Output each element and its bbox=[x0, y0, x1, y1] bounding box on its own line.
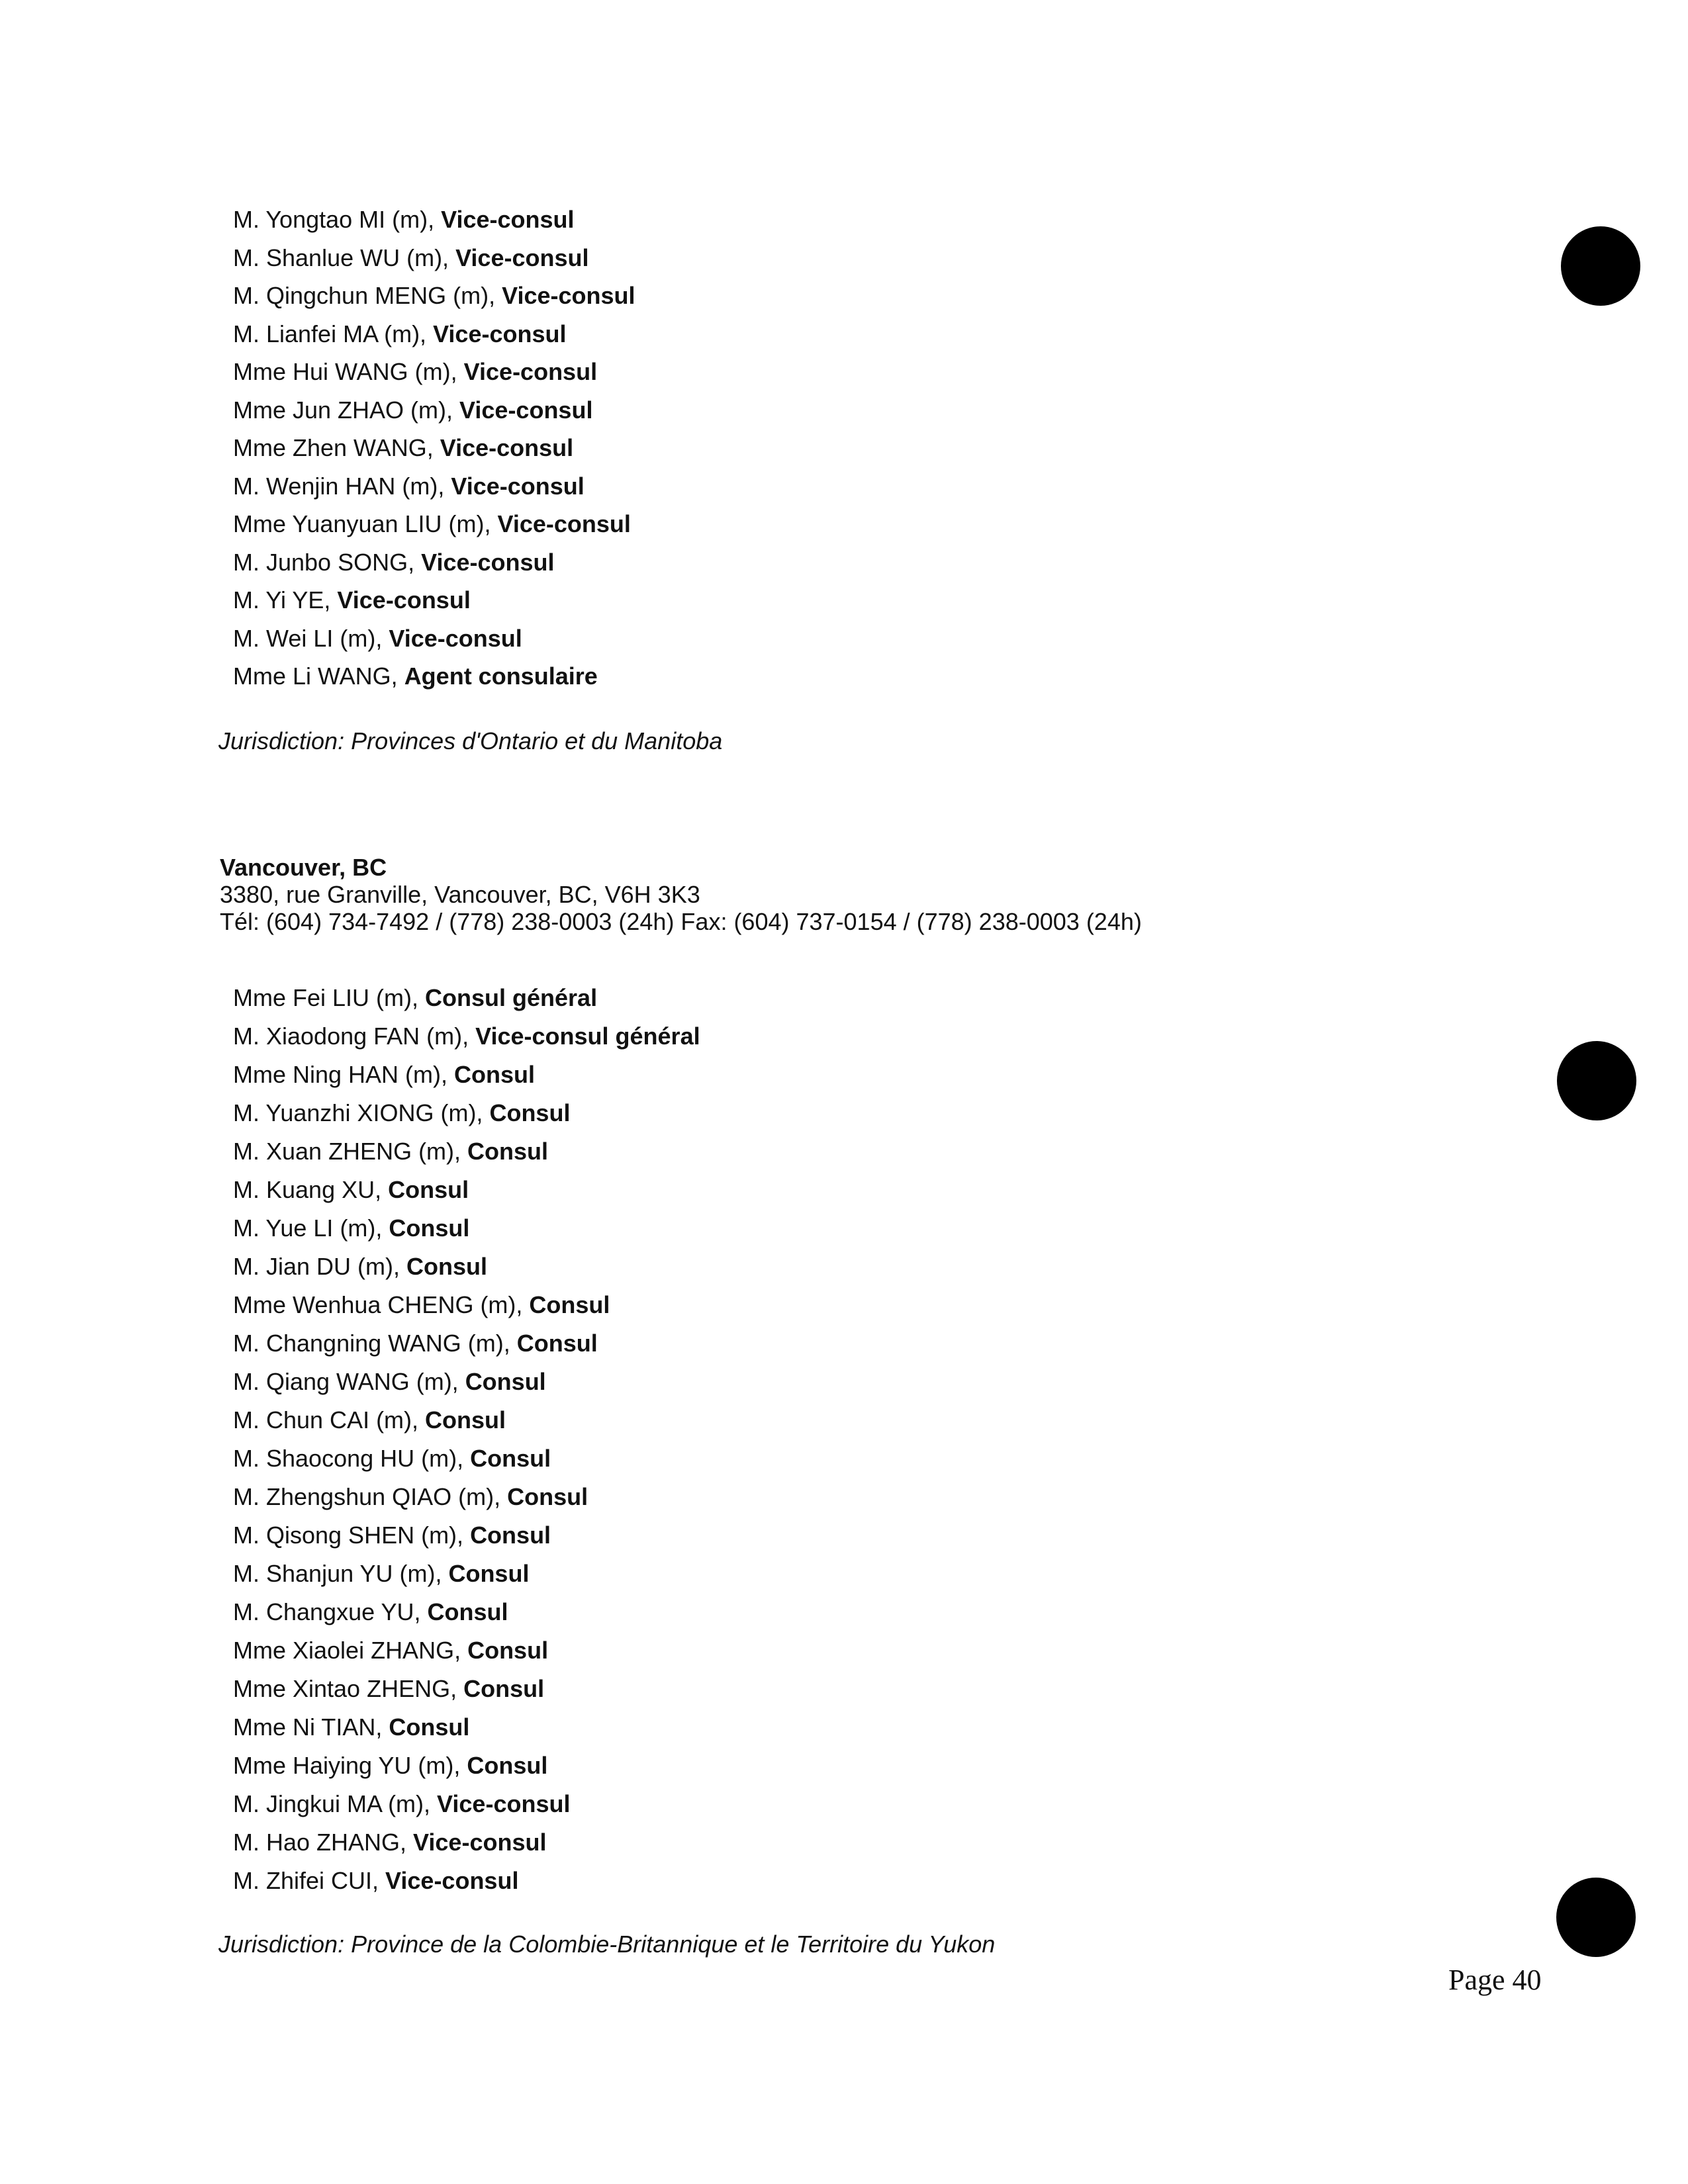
staff-entry bbox=[233, 979, 700, 1017]
staff-title: Consul bbox=[516, 1330, 598, 1357]
staff-title: Consul bbox=[389, 1214, 470, 1242]
staff-name: M. Shaocong HU (m), bbox=[233, 1445, 471, 1472]
staff-entry bbox=[233, 315, 635, 353]
staff-title: Vice-consul bbox=[421, 548, 555, 576]
staff-entry bbox=[233, 1478, 700, 1516]
staff-entry bbox=[233, 353, 635, 391]
staff-title: Vice-consul bbox=[497, 510, 631, 537]
staff-name: M. Wenjin HAN (m), bbox=[233, 472, 451, 500]
staff-entry bbox=[233, 1670, 700, 1708]
staff-entry bbox=[233, 505, 635, 543]
staff-entry bbox=[233, 1439, 700, 1478]
staff-name: M. Zhifei CUI, bbox=[233, 1867, 386, 1894]
staff-name: M. Changning WANG (m), bbox=[233, 1330, 517, 1357]
staff-title: Consul bbox=[470, 1522, 551, 1549]
staff-name: M. Junbo SONG, bbox=[233, 548, 422, 576]
consulate-city: Vancouver, BC bbox=[220, 854, 387, 881]
staff-entry bbox=[233, 467, 635, 506]
ontario-staff-list bbox=[233, 201, 635, 696]
vancouver-consulate-header bbox=[220, 854, 1142, 935]
staff-name: M. Yongtao MI (m), bbox=[233, 206, 442, 233]
staff-title: Consul bbox=[489, 1099, 571, 1126]
staff-name: M. Xuan ZHENG (m), bbox=[233, 1138, 468, 1165]
staff-title: Consul bbox=[448, 1560, 530, 1587]
staff-name: Mme Zhen WANG, bbox=[233, 434, 440, 461]
staff-entry bbox=[233, 277, 635, 315]
ontario-jurisdiction: Jurisdiction: Provinces d'Ontario et du Manitoba bbox=[218, 727, 723, 754]
vancouver-staff-list bbox=[233, 979, 700, 1900]
staff-title: Consul bbox=[470, 1445, 551, 1472]
staff-title: Vice-consul bbox=[502, 282, 635, 309]
staff-name: M. Wei LI (m), bbox=[233, 624, 389, 652]
staff-name: M. Jian DU (m), bbox=[233, 1253, 407, 1280]
staff-title: Consul bbox=[389, 1713, 470, 1741]
staff-entry bbox=[233, 1132, 700, 1171]
staff-entry bbox=[233, 1209, 700, 1248]
staff-name: M. Lianfei MA (m), bbox=[233, 320, 434, 347]
staff-name: M. Yue LI (m), bbox=[233, 1214, 389, 1242]
staff-name: M. Qisong SHEN (m), bbox=[233, 1522, 471, 1549]
staff-entry bbox=[233, 1248, 700, 1286]
staff-name: Mme Li WANG, bbox=[233, 662, 404, 690]
staff-entry bbox=[233, 1171, 700, 1209]
staff-entry bbox=[233, 1823, 700, 1862]
staff-entry bbox=[233, 1094, 700, 1132]
staff-entry bbox=[233, 619, 635, 658]
consulate-phone-fax: Tél: (604) 734-7492 / (778) 238-0003 (24h) Fax: (604) 737-0154 / (778) 238-0003 (24h) bbox=[220, 908, 1142, 935]
staff-title: Consul bbox=[454, 1061, 536, 1088]
staff-title: Vice-consul bbox=[440, 434, 574, 461]
staff-name: M. Yuanzhi XIONG (m), bbox=[233, 1099, 490, 1126]
staff-name: M. Zhengshun QIAO (m), bbox=[233, 1483, 508, 1510]
staff-name: M. Kuang XU, bbox=[233, 1176, 389, 1203]
staff-name: M. Shanjun YU (m), bbox=[233, 1560, 449, 1587]
staff-title: Consul bbox=[388, 1176, 469, 1203]
staff-entry bbox=[233, 429, 635, 467]
staff-name: Mme Jun ZHAO (m), bbox=[233, 396, 460, 424]
staff-title: Vice-consul bbox=[385, 1867, 519, 1894]
staff-name: M. Chun CAI (m), bbox=[233, 1406, 426, 1433]
staff-name: Mme Hui WANG (m), bbox=[233, 358, 464, 385]
page-number: Page 40 bbox=[1448, 1964, 1542, 1996]
staff-entry bbox=[233, 391, 635, 430]
staff-entry bbox=[233, 1324, 700, 1363]
staff-title: Consul bbox=[463, 1675, 545, 1702]
staff-title: Consul bbox=[467, 1637, 549, 1664]
staff-entry bbox=[233, 543, 635, 582]
staff-title: Vice-consul bbox=[433, 320, 567, 347]
staff-name: Mme Ning HAN (m), bbox=[233, 1061, 455, 1088]
staff-name: Mme Fei LIU (m), bbox=[233, 984, 426, 1011]
staff-name: Mme Yuanyuan LIU (m), bbox=[233, 510, 498, 537]
staff-title: Vice-consul bbox=[389, 624, 522, 652]
binder-hole-top bbox=[1561, 226, 1640, 306]
staff-entry bbox=[233, 1862, 700, 1900]
binder-hole-bottom bbox=[1556, 1878, 1636, 1957]
staff-title: Vice-consul bbox=[459, 396, 593, 424]
staff-entry bbox=[233, 1593, 700, 1631]
staff-name: M. Yi YE, bbox=[233, 586, 338, 614]
staff-title: Vice-consul bbox=[413, 1829, 547, 1856]
staff-name: M. Changxue YU, bbox=[233, 1598, 428, 1625]
staff-title: Vice-consul bbox=[441, 206, 575, 233]
staff-title: Consul bbox=[427, 1598, 508, 1625]
staff-title: Vice-consul bbox=[463, 358, 598, 385]
staff-entry bbox=[233, 657, 635, 696]
staff-title: Consul bbox=[465, 1368, 546, 1395]
vancouver-jurisdiction: Jurisdiction: Province de la Colombie-Britannique et le Territoire du Yukon bbox=[218, 1931, 996, 1958]
staff-entry bbox=[233, 1056, 700, 1094]
staff-name: M. Qiang WANG (m), bbox=[233, 1368, 465, 1395]
staff-name: Mme Haiying YU (m), bbox=[233, 1752, 467, 1779]
staff-title: Consul bbox=[425, 1406, 506, 1433]
staff-title: Agent consulaire bbox=[404, 662, 598, 690]
staff-entry bbox=[233, 1286, 700, 1324]
staff-name: M. Jingkui MA (m), bbox=[233, 1790, 438, 1817]
staff-entry bbox=[233, 1747, 700, 1785]
staff-entry bbox=[233, 1401, 700, 1439]
staff-name: Mme Wenhua CHENG (m), bbox=[233, 1291, 530, 1318]
staff-title: Vice-consul bbox=[455, 244, 589, 271]
staff-name: Mme Xiaolei ZHANG, bbox=[233, 1637, 468, 1664]
staff-entry bbox=[233, 1017, 700, 1056]
staff-entry bbox=[233, 1555, 700, 1593]
staff-entry bbox=[233, 1516, 700, 1555]
staff-title: Consul bbox=[406, 1253, 488, 1280]
staff-name: Mme Xintao ZHENG, bbox=[233, 1675, 464, 1702]
staff-title: Consul bbox=[467, 1752, 548, 1779]
staff-title: Consul bbox=[529, 1291, 610, 1318]
staff-name: M. Xiaodong FAN (m), bbox=[233, 1023, 476, 1050]
staff-entry bbox=[233, 1785, 700, 1823]
staff-title: Vice-consul bbox=[451, 472, 585, 500]
staff-name: M. Hao ZHANG, bbox=[233, 1829, 414, 1856]
consulate-address: 3380, rue Granville, Vancouver, BC, V6H 3K3 bbox=[220, 881, 700, 908]
staff-title: Vice-consul bbox=[337, 586, 471, 614]
staff-name: Mme Ni TIAN, bbox=[233, 1713, 389, 1741]
binder-hole-middle bbox=[1557, 1041, 1636, 1120]
staff-title: Consul général bbox=[425, 984, 598, 1011]
staff-title: Vice-consul général bbox=[475, 1023, 700, 1050]
staff-entry bbox=[233, 1363, 700, 1401]
staff-entry bbox=[233, 1631, 700, 1670]
staff-name: M. Shanlue WU (m), bbox=[233, 244, 456, 271]
staff-entry bbox=[233, 239, 635, 277]
staff-entry bbox=[233, 1708, 700, 1747]
staff-entry bbox=[233, 581, 635, 619]
staff-title: Consul bbox=[467, 1138, 549, 1165]
staff-title: Vice-consul bbox=[437, 1790, 571, 1817]
staff-name: M. Qingchun MENG (m), bbox=[233, 282, 502, 309]
staff-entry bbox=[233, 201, 635, 239]
staff-title: Consul bbox=[507, 1483, 588, 1510]
